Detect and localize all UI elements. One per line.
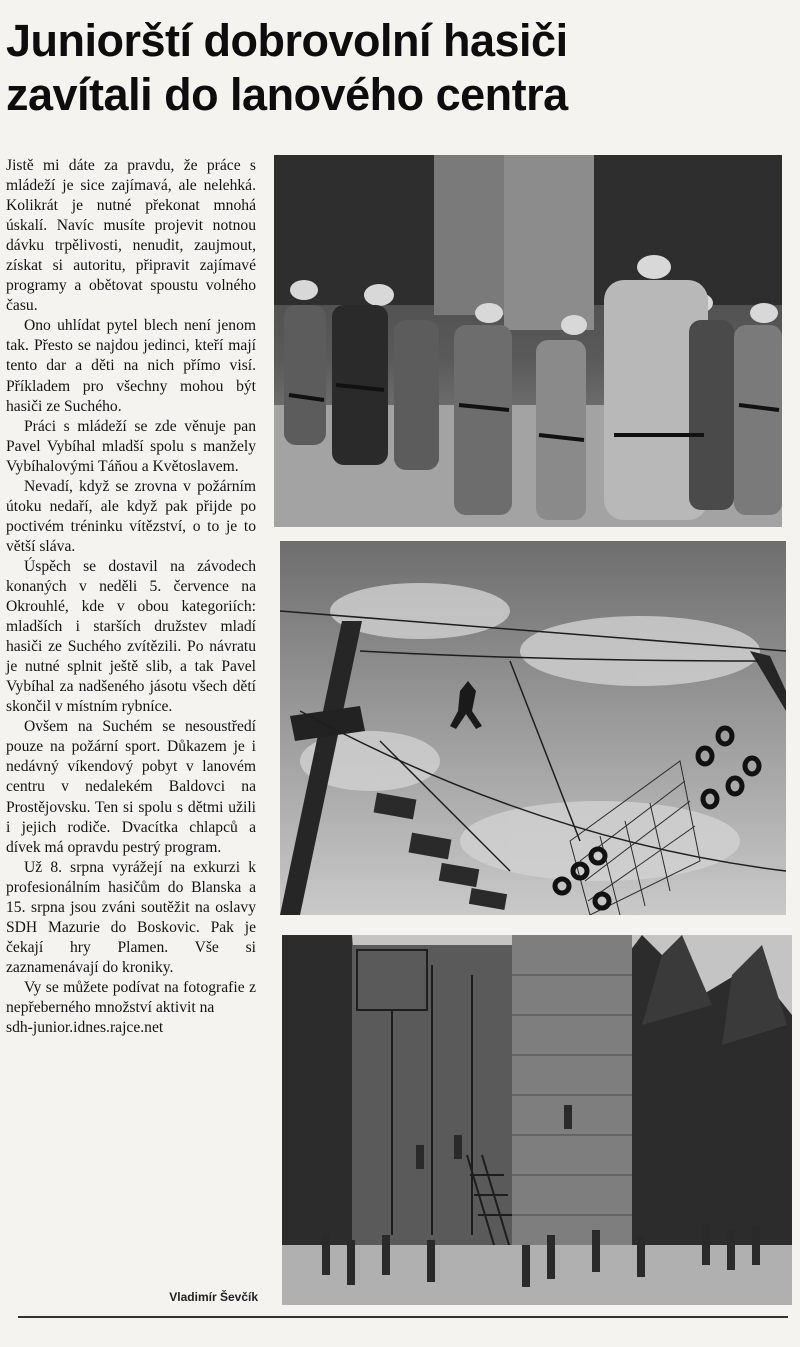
paragraph-7: Už 8. srpna vyrážejí na exkurzi k profesionálním hasičům do Blanska a 15. srpna jsou zváni soutěžit na oslavy SDH Mazurie do Boskovic. Pak je čekají hry Plamen. Vše si zaznamenávají do kroniky. — [6, 858, 256, 976]
gallery-url: sdh-junior.idnes.rajce.net — [6, 1019, 164, 1037]
bottom-rule — [18, 1316, 788, 1318]
headline-line-2: zavítali do lanového centra — [6, 69, 568, 120]
paragraph-8: Vy se můžete podívat na fotografie z nepřeberného množství aktivit na — [6, 978, 256, 1016]
paragraph-2: Ono uhlídat pytel blech není jenom tak. Přesto se najdou jedinci, kteří mají tento dar a děti na nich přímo visí. Příkladem pro všechny mohou být hasiči ze Suchého. — [6, 317, 256, 415]
paragraph-1: Jistě mi dáte za pravdu, že práce s mládeží je sice zajímavá, ale nelehká. Kolikrát je nutné překonat mnohá úskalí. Navíc musíte projevit notnou dávku trpělivosti, nenudit, zaujmout, získat si autoritu, připravit zajímavé programy a obětovat spoustu volného času. — [6, 157, 256, 315]
photo-climbing-tower-image — [282, 935, 792, 1305]
author-signature: Vladimír Ševčík — [169, 1290, 258, 1304]
photo-rope-course-image — [280, 541, 786, 915]
photo-rope-course — [280, 541, 786, 915]
article-body — [6, 156, 256, 1038]
paragraph-6: Ovšem na Suchém se nesoustředí pouze na požární sport. Důkazem je i nedávný víkendový pobyt v lanovém centru v nedalekém Baldovci na Prostějovsku. Ten si spolu s dětmi užili i jejich rodiče. Dvacítka chlapců a dívek má opravdu pestrý program. — [6, 718, 256, 856]
headline — [6, 14, 796, 122]
paragraph-5: Úspěch se dostavil na závodech konaných v neděli 5. července na Okrouhlé, kde v obou kategoriích: mladších i starších družstev mladí hasiči ze Suchého zvítězili. Po návratu je nutné splnit ještě slib, a tak Pavel Vybíhal za nadšeného jásotu všech dětí skončil v místním rybníce. — [6, 557, 256, 716]
headline-line-1: Juniorští dobrovolní hasiči — [6, 15, 568, 66]
paragraph-3: Práci s mládeží se zde věnuje pan Pavel Vybíhal mladší spolu s manžely Vybíhalovými Táňou a Květoslavem. — [6, 417, 256, 475]
photo-climbing-tower — [282, 935, 792, 1305]
paragraph-4: Nevadí, když se zrovna v požárním útoku nedaří, ale když pak přijde po poctivém tréninku vítězství, o to je to větší sláva. — [6, 477, 256, 555]
photo-group-image — [274, 155, 782, 527]
photo-group-in-harnesses — [274, 155, 782, 527]
